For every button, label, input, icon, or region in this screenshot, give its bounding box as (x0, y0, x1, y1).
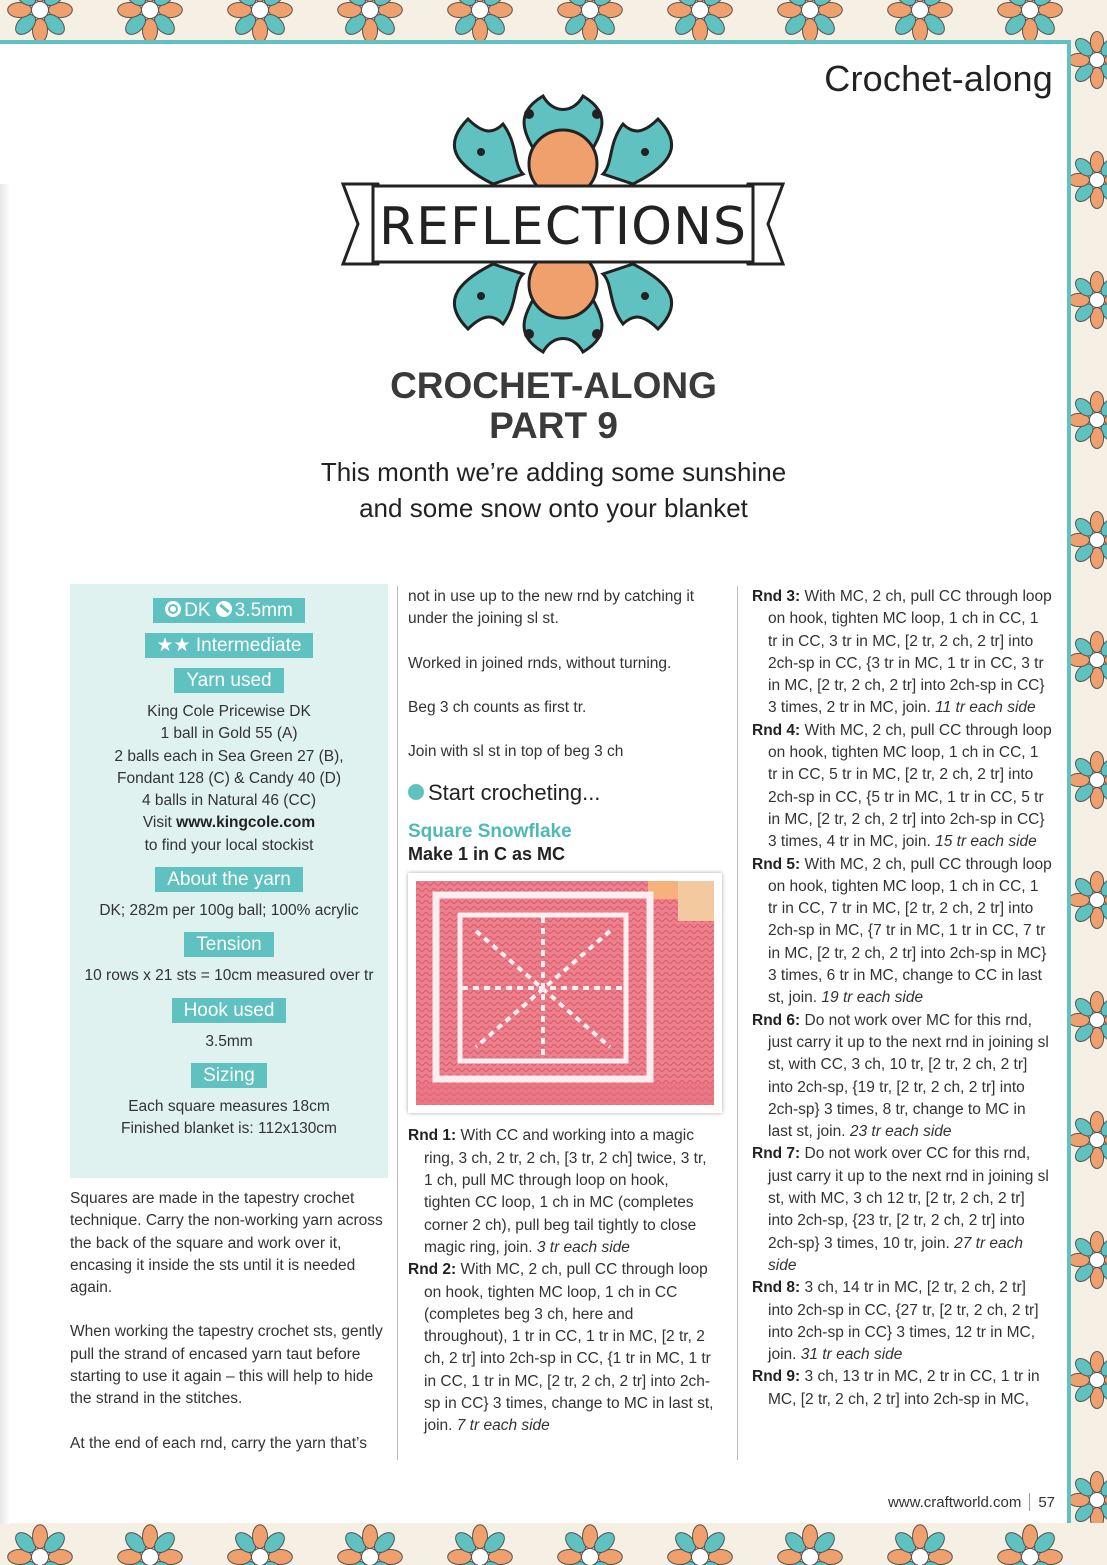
snowflake-square-image (416, 881, 714, 1105)
mandala-motif (888, 0, 953, 40)
decorative-border-top (0, 0, 1107, 40)
subtitle-line-2: and some snow onto your blanket (359, 493, 748, 523)
yarn-weight: DK (184, 600, 211, 621)
round-text: With MC, 2 ch, pull CC through loop on hook, tighten MC loop, 1 ch in CC (completes beg 3 ch, here and throughout), 1 tr in CC, 1 tr in MC, [2 tr, 2 ch, 2 tr] into 2ch-sp in CC, {1 tr in MC, 1 tr in CC, 1 tr in MC, [2 tr, 2 ch, 2 tr] into 2ch-sp in CC} 3 times, change to MC in last st, join. (424, 1261, 714, 1435)
stitch-count: 31 tr each side (800, 1346, 903, 1364)
mandala-motif (1071, 1232, 1107, 1289)
round-1 (408, 1125, 716, 1259)
tension-text: 10 rows x 21 sts = 10cm measured over tr (84, 967, 374, 985)
stitch-count: 15 tr each side (935, 833, 1037, 851)
yarn-ball-icon (165, 601, 181, 617)
paragraph: Join with sl st in top of beg 3 ch (408, 743, 624, 761)
round-9 (752, 1366, 1052, 1411)
round-5 (752, 854, 1052, 1010)
sizing-square: Each square measures 18cm (128, 1097, 330, 1115)
mandala-motif (1071, 632, 1107, 689)
hook-used-heading: Hook used (172, 998, 287, 1023)
round-8 (752, 1277, 1052, 1366)
mandala-motif (888, 1525, 953, 1565)
start-heading (408, 779, 716, 807)
mandala-motif (228, 0, 293, 40)
stitch-count: 7 tr each side (456, 1417, 550, 1435)
mandala-motif (1071, 1472, 1107, 1529)
sizing-text (70, 1096, 388, 1141)
stitch-count: 27 tr each side (768, 1234, 1024, 1274)
round-4 (752, 720, 1052, 854)
paragraph: Beg 3 ch counts as first tr. (408, 698, 587, 716)
mandala-motif (1071, 752, 1107, 809)
decorative-border-bottom (0, 1523, 1107, 1565)
paragraph: not in use up to the new rnd by catching it under the joining sl st. (408, 588, 695, 628)
round-text: Do not work over MC for this rnd, just carry it up to the next rnd in joining sl st, with CC, 3 ch, 10 tr, [2 tr, 2 ch, 2 tr] into 2ch-sp, {19 tr, [2 tr, 2 ch, 2 tr] into 2ch-sp} 3 times, 8 tr, change to MC in last st, join. (768, 1011, 1049, 1141)
hook-used-text: 3.5mm (205, 1032, 253, 1050)
yarn-line: 2 balls each in Sea Green 27 (B), (114, 747, 344, 765)
round-label: Rnd 4: (752, 721, 801, 739)
mandala-motif (228, 1525, 293, 1565)
page-footer (888, 1493, 1055, 1511)
mandala-motif (668, 0, 733, 40)
round-label: Rnd 6: (752, 1011, 801, 1029)
article-subtitle (0, 454, 1107, 526)
paragraph: Squares are made in the tapestry crochet technique. Carry the non-working yarn across the back of the square and work over it, encasing it inside the sts until it is needed again. (70, 1190, 383, 1297)
weight-hook-tag (153, 598, 305, 623)
column-2-text (408, 586, 716, 1438)
mandala-motif (8, 1525, 73, 1565)
yarn-line: Fondant 128 (C) & Candy 40 (D) (117, 769, 341, 787)
page-number: 57 (1038, 1494, 1055, 1511)
column-1-text (70, 1188, 390, 1477)
round-label: Rnd 3: (752, 588, 801, 605)
about-yarn-text: DK; 282m per 100g ball; 100% acrylic (99, 902, 359, 920)
hook-size: 3.5mm (234, 600, 293, 621)
mandala-pattern-bottom (0, 1523, 1107, 1565)
mandala-motif (1071, 1112, 1107, 1169)
footer-separator (1029, 1493, 1030, 1511)
yarn-details (70, 701, 388, 857)
section-label: Crochet-along (824, 58, 1053, 99)
paragraph: At the end of each rnd, carry the yarn that’s (70, 1434, 367, 1452)
yarn-used-heading: Yarn used (174, 668, 283, 693)
column-divider (397, 586, 398, 1460)
round-label: Rnd 2: (408, 1261, 457, 1279)
mandala-motif (1071, 992, 1107, 1049)
round-text: With MC, 2 ch, pull CC through loop on hook, tighten MC loop, 1 ch in CC, 1 tr in CC, 3 tr in MC, [2 tr, 2 ch, 2 tr] into 2ch-sp in CC, {3 tr in MC, 1 tr in CC, 3 tr in MC, [2 tr, 2 ch, 2 tr] into 2ch-sp in CC} 3 times, 2 tr in MC, join. (768, 588, 1052, 717)
title-line-1: CROCHET-ALONG (390, 365, 717, 406)
mandala-motif (8, 0, 73, 40)
decorative-border-right (1071, 0, 1107, 1565)
tension-heading: Tension (184, 932, 274, 957)
column-3-text (752, 586, 1052, 1411)
column-divider (737, 586, 738, 1460)
round-label: Rnd 9: (752, 1368, 801, 1386)
mandala-motif (1071, 1352, 1107, 1409)
mandala-motif (1071, 32, 1107, 89)
round-2 (408, 1259, 716, 1437)
stitch-count: 23 tr each side (849, 1123, 952, 1141)
round-6 (752, 1010, 1052, 1144)
mandala-motif (118, 0, 183, 40)
sizing-blanket: Finished blanket is: 112x130cm (121, 1120, 337, 1138)
skill-level-tag: ★★ Intermediate (145, 633, 314, 658)
round-text: With MC, 2 ch, pull CC through loop on hook, tighten MC loop, 1 ch in CC, 1 tr in CC, 7 tr in MC, [2 tr, 2 ch, 2 tr] into 2ch-sp in MC, {7 tr in MC, 1 tr in CC, 7 tr in MC, [2 tr, 2 ch, 2 tr] into 2ch-sp in MC} 3 times, 6 tr in MC, change to CC in last st, join. (768, 855, 1052, 1007)
square-subtitle: Make 1 in C as MC (408, 844, 566, 865)
stitch-count: 11 tr each side (935, 699, 1036, 717)
logo-text: REFLECTIONS (379, 197, 747, 257)
sizing-heading: Sizing (191, 1063, 267, 1088)
hook-icon (216, 601, 232, 617)
round-text: 3 ch, 14 tr in MC, [2 tr, 2 ch, 2 tr] into 2ch-sp in CC, {27 tr, [2 tr, 2 ch, 2 tr] into 2ch-sp in CC} 3 times, 12 tr in MC, join. (768, 1279, 1039, 1364)
round-7 (752, 1143, 1052, 1277)
round-label: Rnd 5: (752, 855, 801, 873)
mandala-motif (338, 1525, 403, 1565)
mandala-motif (558, 0, 623, 40)
kingcole-link[interactable]: www.kingcole.com (176, 814, 316, 832)
mandala-motif (998, 0, 1063, 40)
mandala-motif (668, 1525, 733, 1565)
yarn-line: 1 ball in Gold 55 (A) (160, 725, 298, 743)
mandala-motif (448, 0, 513, 40)
visit-prefix: Visit (142, 814, 177, 832)
round-text: 3 ch, 13 tr in MC, 2 tr in CC, 1 tr in MC, [2 tr, 2 ch, 2 tr] into 2ch-sp in MC, (768, 1368, 1040, 1408)
subtitle-line-1: This month we’re adding some sunshine (320, 457, 787, 487)
start-heading-text: Start crocheting... (428, 780, 601, 806)
mandala-motif (1071, 872, 1107, 929)
article-title (0, 366, 1107, 446)
mandala-motif (1071, 152, 1107, 209)
reflections-logo (338, 94, 788, 354)
title-line-2: PART 9 (489, 405, 618, 446)
square-title: Square Snowflake (408, 821, 572, 843)
footer-url[interactable]: www.craftworld.com (887, 1494, 1022, 1511)
mandala-motif (1071, 272, 1107, 329)
about-yarn-heading: About the yarn (155, 867, 303, 892)
mandala-motif (778, 1525, 843, 1565)
round-text: With MC, 2 ch, pull CC through loop on hook, tighten MC loop, 1 ch in CC, 1 tr in CC, 5 tr in MC, [2 tr, 2 ch, 2 tr] into 2ch-sp in CC, {5 tr in MC, 1 tr in CC, 5 tr in MC, [2 tr, 2 ch, 2 tr] into 2ch-sp in CC} 3 times, 4 tr in MC, join. (768, 721, 1052, 851)
paragraph: When working the tapestry crochet sts, gently pull the strand of encased yarn taut before starting to use it again – this will help to hide the strand in the stitches. (70, 1323, 383, 1408)
paragraph: Worked in joined rnds, without turning. (408, 654, 672, 672)
yarn-line: 4 balls in Natural 46 (CC) (141, 792, 316, 810)
mandala-motif (338, 0, 403, 40)
round-label: Rnd 1: (408, 1127, 457, 1145)
mandala-motif (778, 0, 843, 40)
stitch-count: 3 tr each side (536, 1238, 630, 1256)
mandala-motif (998, 1525, 1063, 1565)
round-label: Rnd 8: (752, 1279, 801, 1297)
stockist-text: to find your local stockist (144, 836, 314, 854)
mandala-motif (558, 1525, 623, 1565)
stitch-count: 19 tr each side (821, 989, 924, 1007)
round-text: With CC and working into a magic ring, 3 ch, 2 tr, 2 ch, [3 tr, 2 ch] twice, 3 tr, 1 ch, pull MC through loop on hook, tighten CC loop, 1 ch in MC (completes corner 2 ch), pull beg tail tightly to close magic ring, join. (424, 1127, 707, 1256)
mandala-motif (118, 1525, 183, 1565)
mandala-pattern-right (1071, 0, 1107, 1565)
yarn-line: King Cole Pricewise DK (147, 703, 311, 720)
mandala-motif (448, 1525, 513, 1565)
round-3 (752, 586, 1052, 720)
round-text: Do not work over CC for this rnd, just carry it up to the next rnd in joining sl st, with MC, 3 ch 12 tr, [2 tr, 2 ch, 2 tr] into 2ch-sp, {23 tr, [2 tr, 2 ch, 2 tr] into 2ch-sp} 3 times, 10 tr, join. (768, 1145, 1049, 1252)
mandala-pattern-top (0, 0, 1107, 40)
yarn-ball-icon (408, 784, 424, 800)
square-photo (408, 873, 722, 1113)
pattern-info-box (70, 584, 388, 1178)
round-label: Rnd 7: (752, 1145, 801, 1163)
